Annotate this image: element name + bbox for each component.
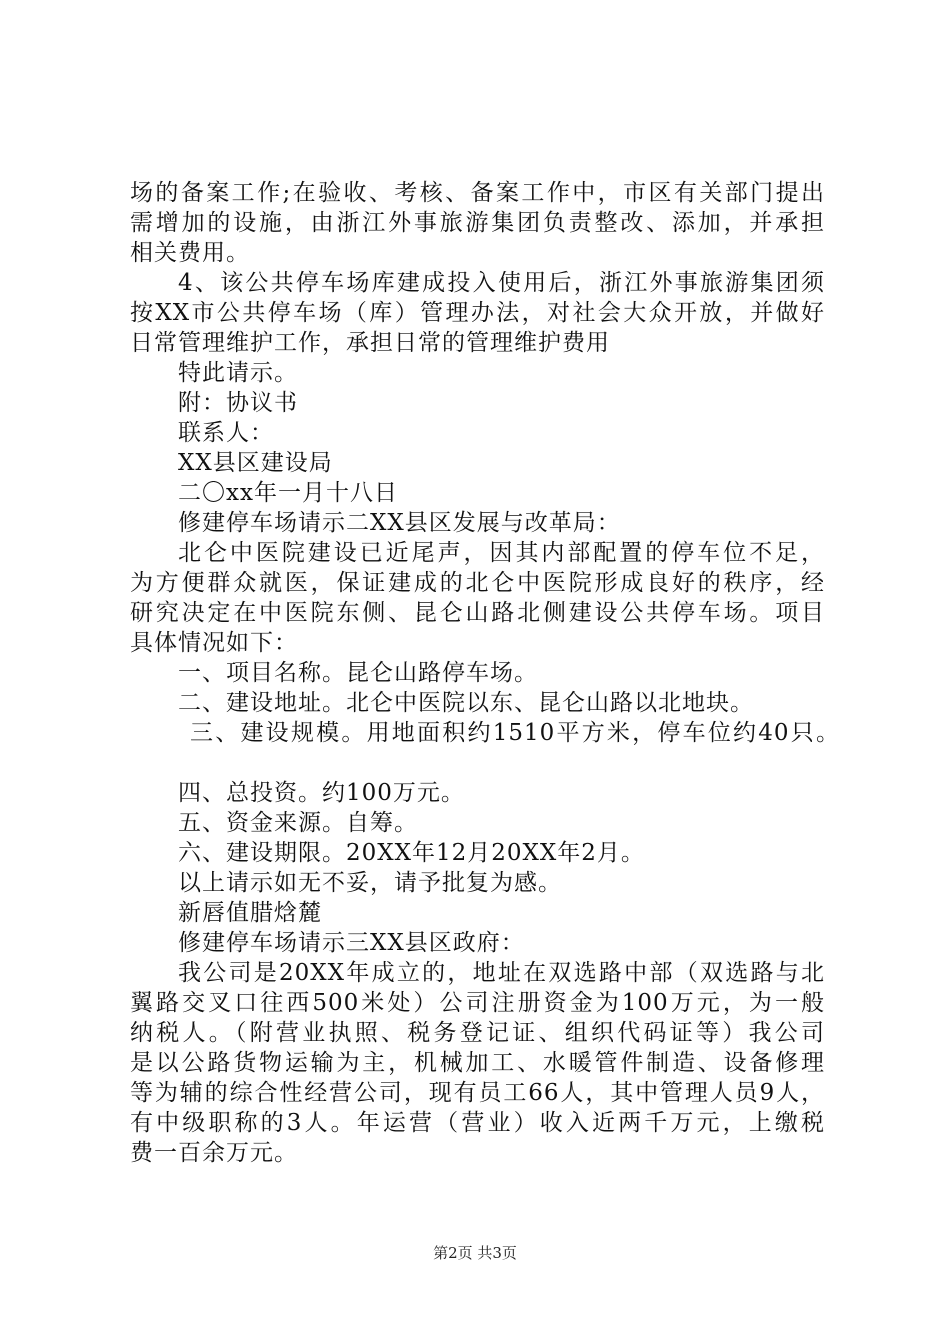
paragraph-line: 按XX市公共停车场（库）管理办法，对社会大众开放，并做好 <box>130 300 825 326</box>
paragraph-line: 北仑中医院建设已近尾声，因其内部配置的停车位不足， <box>178 540 825 566</box>
paragraph-line: 纳税人。（附营业执照、税务登记证、组织代码证等）我公司 <box>130 1020 825 1046</box>
paragraph-line: 三、建设规模。用地面积约1510平方米，停车位约40只。 <box>190 720 840 746</box>
page-footer: 第2页 共3页 <box>433 1244 517 1262</box>
paragraph-line: 以上请示如无不妥，请予批复为感。 <box>178 870 562 896</box>
paragraph-line: 附：协议书 <box>178 390 298 416</box>
paragraph-line: 六、建设期限。20XX年12月20XX年2月。 <box>178 840 645 866</box>
paragraph-line: 二、建设地址。北仑中医院以东、昆仑山路以北地块。 <box>178 690 754 716</box>
paragraph-line: 等为辅的综合性经营公司，现有员工66人，其中管理人员9人， <box>130 1080 825 1106</box>
paragraph-line: 一、项目名称。昆仑山路停车场。 <box>178 660 538 686</box>
paragraph-line: 场的备案工作;在验收、考核、备案工作中，市区有关部门提出 <box>130 180 825 206</box>
paragraph-line: 新唇值腊焓麓 <box>178 900 322 926</box>
paragraph-line: 相关费用。 <box>130 240 250 266</box>
paragraph-line: 修建停车场请示三XX县区政府： <box>178 930 525 956</box>
paragraph-line: 二〇xx年一月十八日 <box>178 480 398 506</box>
paragraph-line: 翼路交叉口往西500米处）公司注册资金为100万元，为一般 <box>130 990 825 1016</box>
paragraph-line: 研究决定在中医院东侧、昆仑山路北侧建设公共停车场。项目 <box>130 600 825 626</box>
paragraph-line: 日常管理维护工作，承担日常的管理维护费用 <box>130 330 610 356</box>
paragraph-line: 有中级职称的3人。年运营（营业）收入近两千万元，上缴税 <box>130 1110 825 1136</box>
paragraph-line: 修建停车场请示二XX县区发展与改革局： <box>178 510 621 536</box>
paragraph-line: 为方便群众就医，保证建成的北仑中医院形成良好的秩序，经 <box>130 570 825 596</box>
paragraph-line: 是以公路货物运输为主，机械加工、水暖管件制造、设备修理 <box>130 1050 825 1076</box>
paragraph-line: 五、资金来源。自筹。 <box>178 810 418 836</box>
paragraph-line: 4、该公共停车场库建成投入使用后，浙江外事旅游集团须 <box>178 270 825 296</box>
paragraph-line: 具体情况如下： <box>130 630 298 656</box>
paragraph-line: 需增加的设施，由浙江外事旅游集团负责整改、添加，并承担 <box>130 210 825 236</box>
paragraph-line: 费一百余万元。 <box>130 1140 298 1166</box>
paragraph-line: 四、总投资。约100万元。 <box>178 780 465 806</box>
paragraph-line: 特此请示。 <box>178 360 298 386</box>
paragraph-line: XX县区建设局 <box>178 450 333 476</box>
paragraph-line: 联系人： <box>178 420 274 446</box>
paragraph-line: 我公司是20XX年成立的，地址在双选路中部（双选路与北 <box>178 960 825 986</box>
